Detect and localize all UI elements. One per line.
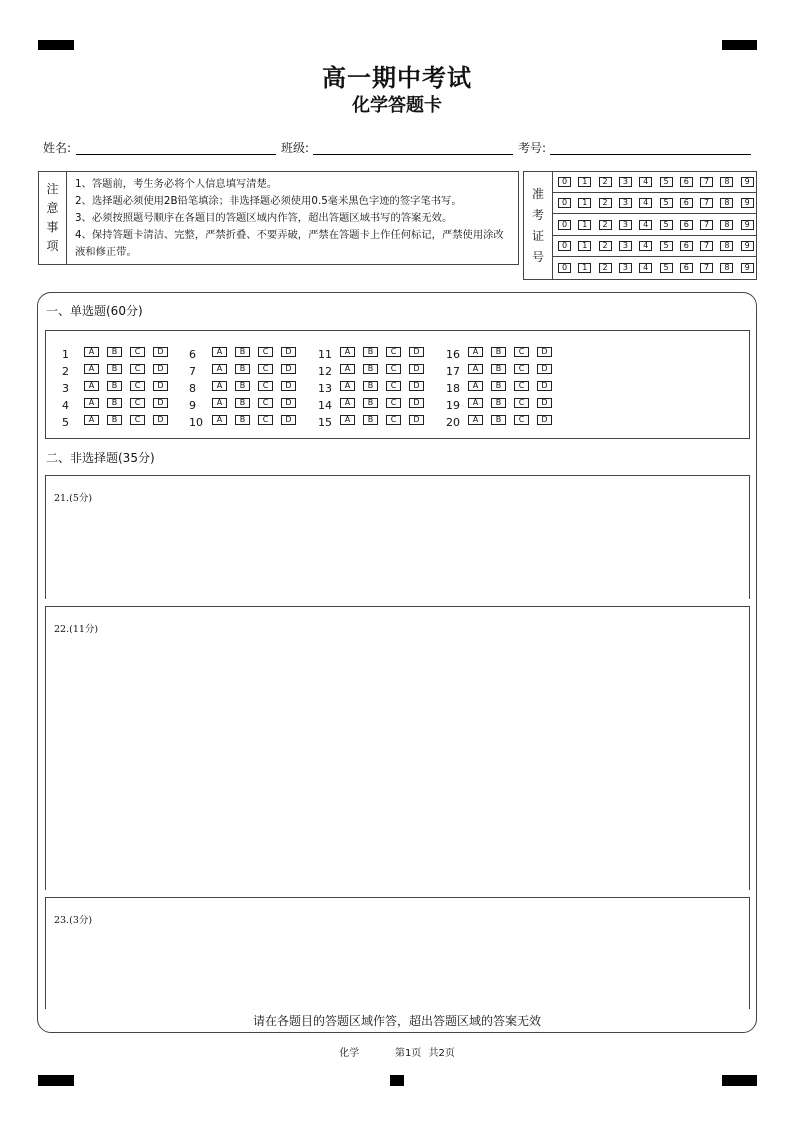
digit-bubble[interactable]: 8 <box>720 198 733 208</box>
option-bubble-c[interactable]: C <box>130 347 145 357</box>
notes-body <box>75 176 512 261</box>
class-field[interactable] <box>313 154 513 155</box>
exam-id-heading-char: 号 <box>531 249 544 264</box>
option-bubble-a[interactable]: A <box>340 364 355 374</box>
option-bubble-d[interactable]: D <box>409 398 424 408</box>
option-bubble-b[interactable]: B <box>363 347 378 357</box>
digit-bubble[interactable]: 9 <box>741 241 754 251</box>
option-bubble-c[interactable]: C <box>514 364 529 374</box>
option-bubble-b[interactable]: B <box>363 364 378 374</box>
exam-id-heading-char: 考 <box>531 207 544 222</box>
digit-bubble[interactable]: 6 <box>680 263 693 273</box>
option-bubble-b[interactable]: B <box>491 381 506 391</box>
digit-bubble[interactable]: 6 <box>680 241 693 251</box>
option-bubble-d[interactable]: D <box>409 347 424 357</box>
question-number: 8 <box>189 382 196 395</box>
question-number: 14 <box>318 399 332 412</box>
section-1-title: 一、单选题(60分) <box>46 304 143 318</box>
class-label: 班级: <box>281 141 310 155</box>
question-number: 4 <box>62 399 69 412</box>
option-bubble-d[interactable]: D <box>153 364 168 374</box>
digit-bubble[interactable]: 9 <box>741 177 754 187</box>
option-bubble-c[interactable]: C <box>386 415 401 425</box>
option-bubble-d[interactable]: D <box>281 415 296 425</box>
digit-bubble[interactable]: 2 <box>599 241 612 251</box>
option-bubble-b[interactable]: B <box>491 398 506 408</box>
option-bubble-a[interactable]: A <box>468 398 483 408</box>
digit-bubble[interactable]: 2 <box>599 198 612 208</box>
notes-line: 4、保持答题卡清洁、完整，严禁折叠、不要弄破，严禁在答题卡上作任何标记，严禁使用涂改液和修正带。 <box>75 229 504 258</box>
option-bubble-c[interactable]: C <box>130 381 145 391</box>
digit-bubble[interactable]: 2 <box>599 177 612 187</box>
notes-heading-char: 注 <box>46 182 59 196</box>
exam-id-heading <box>524 172 553 279</box>
option-bubble-c[interactable]: C <box>386 347 401 357</box>
digit-bubble[interactable]: 0 <box>558 241 571 251</box>
option-bubble-c[interactable]: C <box>258 381 273 391</box>
option-bubble-d[interactable]: D <box>409 415 424 425</box>
option-bubble-a[interactable]: A <box>340 347 355 357</box>
digit-bubble[interactable]: 6 <box>680 198 693 208</box>
notes-line: 2、选择题必须使用2B铅笔填涂；非选择题必须使用0.5毫米黑色字迹的签字笔书写。 <box>75 195 462 207</box>
option-bubble-a[interactable]: A <box>468 364 483 374</box>
digit-bubble[interactable]: 8 <box>720 177 733 187</box>
alignment-mark-bottom-left <box>38 1075 74 1086</box>
digit-bubble[interactable]: 9 <box>741 220 754 230</box>
notes-line: 3、必须按照题号顺序在各题目的答题区域内作答，超出答题区域书写的答案无效。 <box>75 212 453 224</box>
option-bubble-a[interactable]: A <box>340 381 355 391</box>
option-bubble-d[interactable]: D <box>537 347 552 357</box>
digit-bubble[interactable]: 9 <box>741 263 754 273</box>
option-bubble-d[interactable]: D <box>281 364 296 374</box>
question-number: 9 <box>189 399 196 412</box>
exam-id-row <box>552 215 756 236</box>
exam-id-heading-char: 准 <box>531 186 544 201</box>
option-bubble-d[interactable]: D <box>153 381 168 391</box>
exam-id-row <box>552 236 756 257</box>
option-bubble-a[interactable]: A <box>212 381 227 391</box>
name-field[interactable] <box>76 154 276 155</box>
alignment-mark-bottom-center <box>390 1075 404 1086</box>
question-number: 13 <box>318 382 332 395</box>
footer-subject: 化学 <box>339 1048 360 1059</box>
digit-bubble[interactable]: 5 <box>660 220 673 230</box>
option-bubble-b[interactable]: B <box>235 381 250 391</box>
option-bubble-a[interactable]: A <box>340 398 355 408</box>
option-bubble-c[interactable]: C <box>514 415 529 425</box>
digit-bubble[interactable]: 7 <box>700 177 713 187</box>
digit-bubble[interactable]: 1 <box>578 220 591 230</box>
option-bubble-d[interactable]: D <box>153 347 168 357</box>
option-bubble-d[interactable]: D <box>409 364 424 374</box>
option-bubble-d[interactable]: D <box>409 381 424 391</box>
option-bubble-d[interactable]: D <box>537 364 552 374</box>
digit-bubble[interactable]: 3 <box>619 198 632 208</box>
answer-box-q22[interactable] <box>45 606 750 890</box>
alignment-mark-top-left <box>38 40 74 50</box>
digit-bubble[interactable]: 3 <box>619 177 632 187</box>
digit-bubble[interactable]: 1 <box>578 263 591 273</box>
digit-bubble[interactable]: 7 <box>700 263 713 273</box>
digit-bubble[interactable]: 1 <box>578 241 591 251</box>
option-bubble-d[interactable]: D <box>537 415 552 425</box>
exam-id-grid <box>523 171 757 280</box>
option-bubble-b[interactable]: B <box>107 347 122 357</box>
option-bubble-a[interactable]: A <box>84 381 99 391</box>
question-number: 18 <box>446 382 460 395</box>
digit-bubble[interactable]: 3 <box>619 263 632 273</box>
exam-id-heading-char: 证 <box>531 228 544 243</box>
digit-bubble[interactable]: 5 <box>660 177 673 187</box>
section-2-title: 二、非选择题(35分) <box>46 451 155 465</box>
option-bubble-a[interactable]: A <box>84 347 99 357</box>
question-label: 21.(5分) <box>54 493 93 504</box>
option-bubble-c[interactable]: C <box>258 415 273 425</box>
option-bubble-c[interactable]: C <box>130 415 145 425</box>
digit-bubble[interactable]: 7 <box>700 198 713 208</box>
digit-bubble[interactable]: 9 <box>741 198 754 208</box>
exam-id-row <box>552 193 756 214</box>
question-number: 12 <box>318 365 332 378</box>
digit-bubble[interactable]: 4 <box>639 177 652 187</box>
digit-bubble[interactable]: 0 <box>558 198 571 208</box>
option-bubble-b[interactable]: B <box>491 364 506 374</box>
option-bubble-b[interactable]: B <box>107 415 122 425</box>
option-bubble-d[interactable]: D <box>153 415 168 425</box>
digit-bubble[interactable]: 4 <box>639 220 652 230</box>
question-number: 17 <box>446 365 460 378</box>
option-bubble-a[interactable]: A <box>212 364 227 374</box>
option-bubble-a[interactable]: A <box>84 415 99 425</box>
page-footer <box>0 1044 794 1059</box>
option-bubble-b[interactable]: B <box>491 415 506 425</box>
option-bubble-d[interactable]: D <box>281 347 296 357</box>
notes-heading <box>39 172 67 264</box>
question-number: 11 <box>318 348 332 361</box>
option-bubble-a[interactable]: A <box>212 415 227 425</box>
option-bubble-c[interactable]: C <box>514 347 529 357</box>
option-bubble-d[interactable]: D <box>281 381 296 391</box>
page-title: 高一期中考试 <box>322 64 472 92</box>
option-bubble-b[interactable]: B <box>235 398 250 408</box>
digit-bubble[interactable]: 4 <box>639 241 652 251</box>
answer-box-q23[interactable] <box>45 897 750 1009</box>
digit-bubble[interactable]: 7 <box>700 220 713 230</box>
exam-number-label: 考号: <box>518 141 547 155</box>
name-label: 姓名: <box>43 141 72 155</box>
digit-bubble[interactable]: 3 <box>619 241 632 251</box>
digit-bubble[interactable]: 4 <box>639 198 652 208</box>
question-label: 23.(3分) <box>54 915 93 926</box>
digit-bubble[interactable]: 2 <box>599 263 612 273</box>
digit-bubble[interactable]: 6 <box>680 177 693 187</box>
option-bubble-c[interactable]: C <box>258 398 273 408</box>
option-bubble-c[interactable]: C <box>386 364 401 374</box>
digit-bubble[interactable]: 3 <box>619 220 632 230</box>
option-bubble-d[interactable]: D <box>153 398 168 408</box>
option-bubble-c[interactable]: C <box>130 364 145 374</box>
question-number: 19 <box>446 399 460 412</box>
question-number: 3 <box>62 382 69 395</box>
exam-number-field[interactable] <box>550 154 751 155</box>
option-bubble-b[interactable]: B <box>235 347 250 357</box>
option-bubble-b[interactable]: B <box>491 347 506 357</box>
exam-id-row <box>552 258 756 279</box>
option-bubble-d[interactable]: D <box>537 398 552 408</box>
option-bubble-a[interactable]: A <box>340 415 355 425</box>
option-bubble-a[interactable]: A <box>84 364 99 374</box>
option-bubble-c[interactable]: C <box>258 364 273 374</box>
question-number: 15 <box>318 416 332 429</box>
alignment-mark-bottom-right <box>722 1075 757 1086</box>
option-bubble-a[interactable]: A <box>468 415 483 425</box>
footer-page: 第1页 <box>394 1048 422 1059</box>
option-bubble-c[interactable]: C <box>258 347 273 357</box>
option-bubble-b[interactable]: B <box>235 415 250 425</box>
question-number: 2 <box>62 365 69 378</box>
answer-area-warning: 请在各题目的答题区域作答，超出答题区域的答案无效 <box>252 1014 541 1028</box>
digit-bubble[interactable]: 8 <box>720 263 733 273</box>
answer-box-q21[interactable] <box>45 475 750 599</box>
digit-bubble[interactable]: 1 <box>578 177 591 187</box>
option-bubble-c[interactable]: C <box>514 381 529 391</box>
digit-bubble[interactable]: 5 <box>660 263 673 273</box>
option-bubble-b[interactable]: B <box>107 364 122 374</box>
question-label: 22.(11分) <box>54 624 99 635</box>
notes-heading-char: 意 <box>46 201 59 215</box>
digit-bubble[interactable]: 8 <box>720 241 733 251</box>
notes-box <box>38 171 519 265</box>
question-number: 1 <box>62 348 69 361</box>
option-bubble-a[interactable]: A <box>212 398 227 408</box>
footer-total: 共2页 <box>428 1048 455 1059</box>
notes-heading-char: 项 <box>46 239 59 253</box>
digit-bubble[interactable]: 0 <box>558 220 571 230</box>
digit-bubble[interactable]: 2 <box>599 220 612 230</box>
question-number: 5 <box>62 416 69 429</box>
option-bubble-c[interactable]: C <box>130 398 145 408</box>
option-bubble-c[interactable]: C <box>514 398 529 408</box>
question-number: 6 <box>189 348 196 361</box>
question-number: 7 <box>189 365 196 378</box>
option-bubble-a[interactable]: A <box>468 347 483 357</box>
alignment-mark-top-right <box>722 40 757 50</box>
question-number: 10 <box>189 416 203 429</box>
option-bubble-b[interactable]: B <box>107 381 122 391</box>
option-bubble-b[interactable]: B <box>363 415 378 425</box>
digit-bubble[interactable]: 4 <box>639 263 652 273</box>
digit-bubble[interactable]: 0 <box>558 177 571 187</box>
digit-bubble[interactable]: 0 <box>558 263 571 273</box>
page-subtitle: 化学答题卡 <box>352 95 442 116</box>
exam-id-row <box>552 172 756 193</box>
option-bubble-b[interactable]: B <box>235 364 250 374</box>
option-bubble-a[interactable]: A <box>84 398 99 408</box>
notes-line: 1、答题前，考生务必将个人信息填写清楚。 <box>75 178 278 190</box>
digit-bubble[interactable]: 6 <box>680 220 693 230</box>
digit-bubble[interactable]: 5 <box>660 198 673 208</box>
digit-bubble[interactable]: 5 <box>660 241 673 251</box>
option-bubble-a[interactable]: A <box>468 381 483 391</box>
notes-heading-char: 事 <box>46 220 59 234</box>
digit-bubble[interactable]: 7 <box>700 241 713 251</box>
digit-bubble[interactable]: 1 <box>578 198 591 208</box>
option-bubble-c[interactable]: C <box>386 398 401 408</box>
option-bubble-b[interactable]: B <box>363 381 378 391</box>
option-bubble-d[interactable]: D <box>281 398 296 408</box>
digit-bubble[interactable]: 8 <box>720 220 733 230</box>
option-bubble-b[interactable]: B <box>107 398 122 408</box>
option-bubble-b[interactable]: B <box>363 398 378 408</box>
question-number: 16 <box>446 348 460 361</box>
option-bubble-a[interactable]: A <box>212 347 227 357</box>
option-bubble-d[interactable]: D <box>537 381 552 391</box>
question-number: 20 <box>446 416 460 429</box>
mcq-answer-grid <box>45 330 750 439</box>
option-bubble-c[interactable]: C <box>386 381 401 391</box>
